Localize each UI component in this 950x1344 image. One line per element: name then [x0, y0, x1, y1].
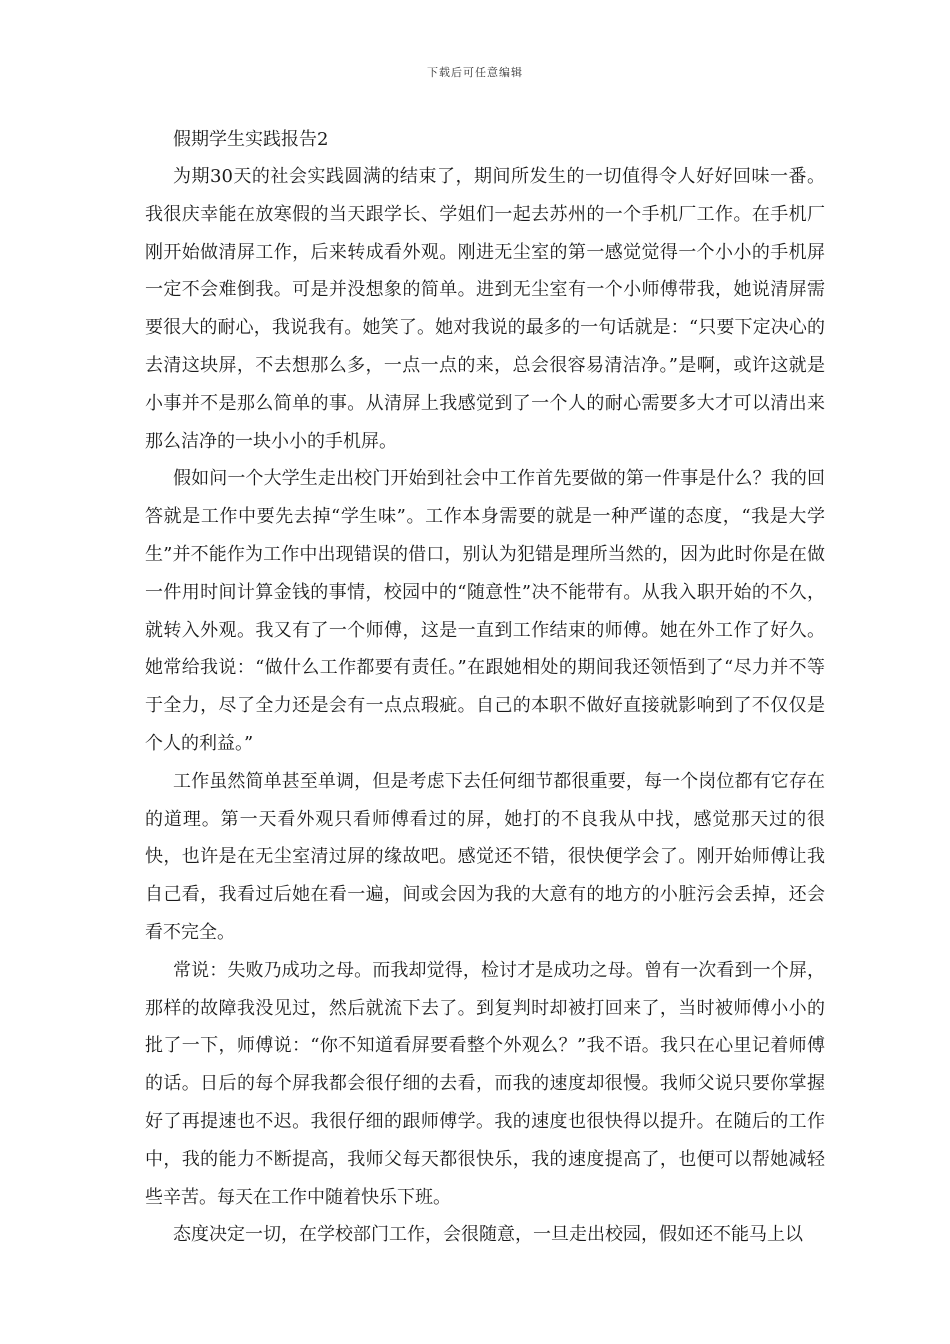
- document-body: [145, 122, 825, 1254]
- paragraph-1: 为期30天的社会实践圆满的结束了，期间所发生的一切值得令人好好回味一番。我很庆幸能在放寒假的当天跟学长、学姐们一起去苏州的一个手机厂工作。在手机厂刚开始做清屏工作，后来转成看外观。刚进无尘室的第一感觉觉得一个小小的手机屏一定不会难倒我。可是并没想象的简单。进到无尘室有一个小师傅带我，她说清屏需要很大的耐心，我说我有。她笑了。她对我说的最多的一句话就是：“只要下定决心的去清这块屏，不去想那么多，一点一点的来，总会很容易清洁净。”是啊，或许这就是小事并不是那么简单的事。从清屏上我感觉到了一个人的耐心需要多大才可以清出来那么洁净的一块小小的手机屏。: [145, 166, 825, 452]
- header-note: 下载后可任意编辑: [427, 66, 523, 79]
- paragraph-3: 工作虽然简单甚至单调，但是考虑下去任何细节都很重要，每一个岗位都有它存在的道理。第一天看外观只看师傅看过的屏，她打的不良我从中找，感觉那天过的很快，也许是在无尘室清过屏的缘故吧。感觉还不错，很快便学会了。刚开始师傅让我自己看，我看过后她在看一遍，间或会因为我的大意有的地方的小脏污会丢掉，还会看不完全。: [145, 770, 825, 943]
- paragraph-5: 态度决定一切，在学校部门工作，会很随意，一旦走出校园，假如还不能马上以: [173, 1224, 803, 1246]
- paragraph-4: 常说：失败乃成功之母。而我却觉得，检讨才是成功之母。曾有一次看到一个屏，那样的故障我没见过，然后就流下去了。到复判时却被打回来了，当时被师傅小小的批了一下，师傅说：“你不知道看屏要看整个外观么？”我不语。我只在心里记着师傅的话。日后的每个屏我都会很仔细的去看，而我的速度却很慢。我师父说只要你掌握好了再提速也不迟。我很仔细的跟师傅学。我的速度也很快得以提升。在随后的工作中，我的能力不断提高，我师父每天都很快乐，我的速度提高了，也便可以帮她减轻些辛苦。每天在工作中随着快乐下班。: [145, 959, 825, 1208]
- paragraph-2: 假如问一个大学生走出校门开始到社会中工作首先要做的第一件事是什么？我的回答就是工作中要先去掉“学生味”。工作本身需要的就是一种严谨的态度，“我是大学生”并不能作为工作中出现错误的借口，别认为犯错是理所当然的，因为此时你是在做一件用时间计算金钱的事情，校园中的“随意性”决不能带有。从我入职开始的不久，就转入外观。我又有了一个师傅，这是一直到工作结束的师傅。她在外工作了好久。她常给我说：“做什么工作都要有责任。”在跟她相处的期间我还领悟到了“尽力并不等于全力，尽了全力还是会有一点点瑕疵。自己的本职不做好直接就影响到了不仅仅是个人的利益。”: [145, 468, 825, 754]
- document-title: 假期学生实践报告2: [173, 129, 329, 150]
